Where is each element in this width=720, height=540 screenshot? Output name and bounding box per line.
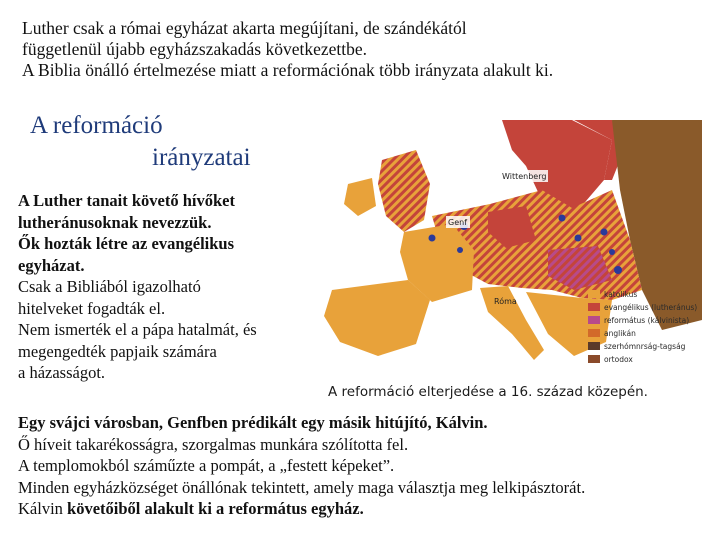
calvin-line-2: Ő híveit takarékosságra, szorgalmas munkára szólította fel. [18, 434, 409, 454]
legend-swatch-other [588, 342, 600, 350]
legend-label-lutheran: evangélikus (lutheránus) [604, 303, 698, 312]
legend-label-catholic: katolikus [604, 290, 638, 299]
legend-label-reformed: református (kálvinista) [604, 316, 690, 325]
luther-line-2: lutheránusoknak nevezzük. [18, 212, 212, 232]
luther-body-line-2: hitelveket fogadták el. [18, 298, 166, 318]
luther-line-3: Ők hozták létre az evangélikus [18, 234, 235, 253]
intro-line-1: Luther csak a római egyházat akarta megújítani, de szándékától [22, 18, 467, 38]
reformed-dot [575, 235, 582, 242]
legend-label-anglican: anglikán [604, 329, 636, 338]
intro-line-2: függetlenül újabb egyházszakadás következettbe. [22, 39, 367, 59]
legend-swatch-reformed [588, 316, 600, 324]
calvin-line-5-prefix: Kálvin [18, 499, 68, 518]
luther-body-line-3: Nem ismerték el a pápa hatalmát, és [18, 320, 257, 339]
wittenberg-label: Wittenberg [502, 172, 547, 181]
calvin-line-4: Minden egyházközséget önállónak tekintett, amely maga választja meg lelkipásztorát. [18, 477, 586, 497]
reformed-dot [559, 215, 566, 222]
intro-line-3: A Biblia önálló értelmezése miatt a reformációnak több irányzata alakult ki. [22, 60, 554, 80]
map-caption: A reformáció elterjedése a 16. század közepén. [328, 384, 648, 400]
calvin-line-5-bold: követőiből alakult ki a református egyház. [67, 499, 364, 518]
section-title-line-2: irányzatai [152, 144, 251, 171]
luther-body-line-4: megengedték papjaik számára [18, 341, 217, 361]
luther-text-block [18, 190, 318, 384]
legend-swatch-catholic [588, 290, 600, 298]
calvin-paragraph [18, 412, 718, 520]
legend-swatch-orthodox [588, 355, 600, 363]
legend-swatch-lutheran [588, 303, 600, 311]
luther-body-line-1: Csak a Bibliából igazolható [18, 277, 201, 296]
legend-swatch-anglican [588, 329, 600, 337]
roma-label: Róma [494, 297, 517, 306]
reformation-map [312, 120, 702, 382]
calvin-line-3: A templomokból száműzte a pompát, a „festett képeket”. [18, 456, 395, 475]
reformed-dot [601, 229, 608, 236]
intro-paragraph [22, 18, 712, 81]
legend-label-orthodox: ortodox [604, 355, 633, 364]
section-title-line-1: A reformáció [30, 112, 163, 139]
reformed-dot [614, 266, 622, 274]
luther-line-1: A Luther tanait követő hívőket [18, 191, 235, 210]
luther-line-4: egyházat. [18, 255, 85, 275]
genf-label: Genf [448, 218, 468, 227]
luther-body-line-5: a házasságot. [18, 363, 106, 382]
legend-label-other: szerhómnrság-tagság [604, 342, 686, 351]
reformed-dot [609, 249, 615, 255]
calvin-line-5 [18, 498, 718, 520]
calvin-line-1: Egy svájci városban, Genfben prédikált egy másik hitújító, Kálvin. [18, 413, 488, 432]
reformed-dot [457, 247, 463, 253]
reformed-dot [429, 235, 436, 242]
